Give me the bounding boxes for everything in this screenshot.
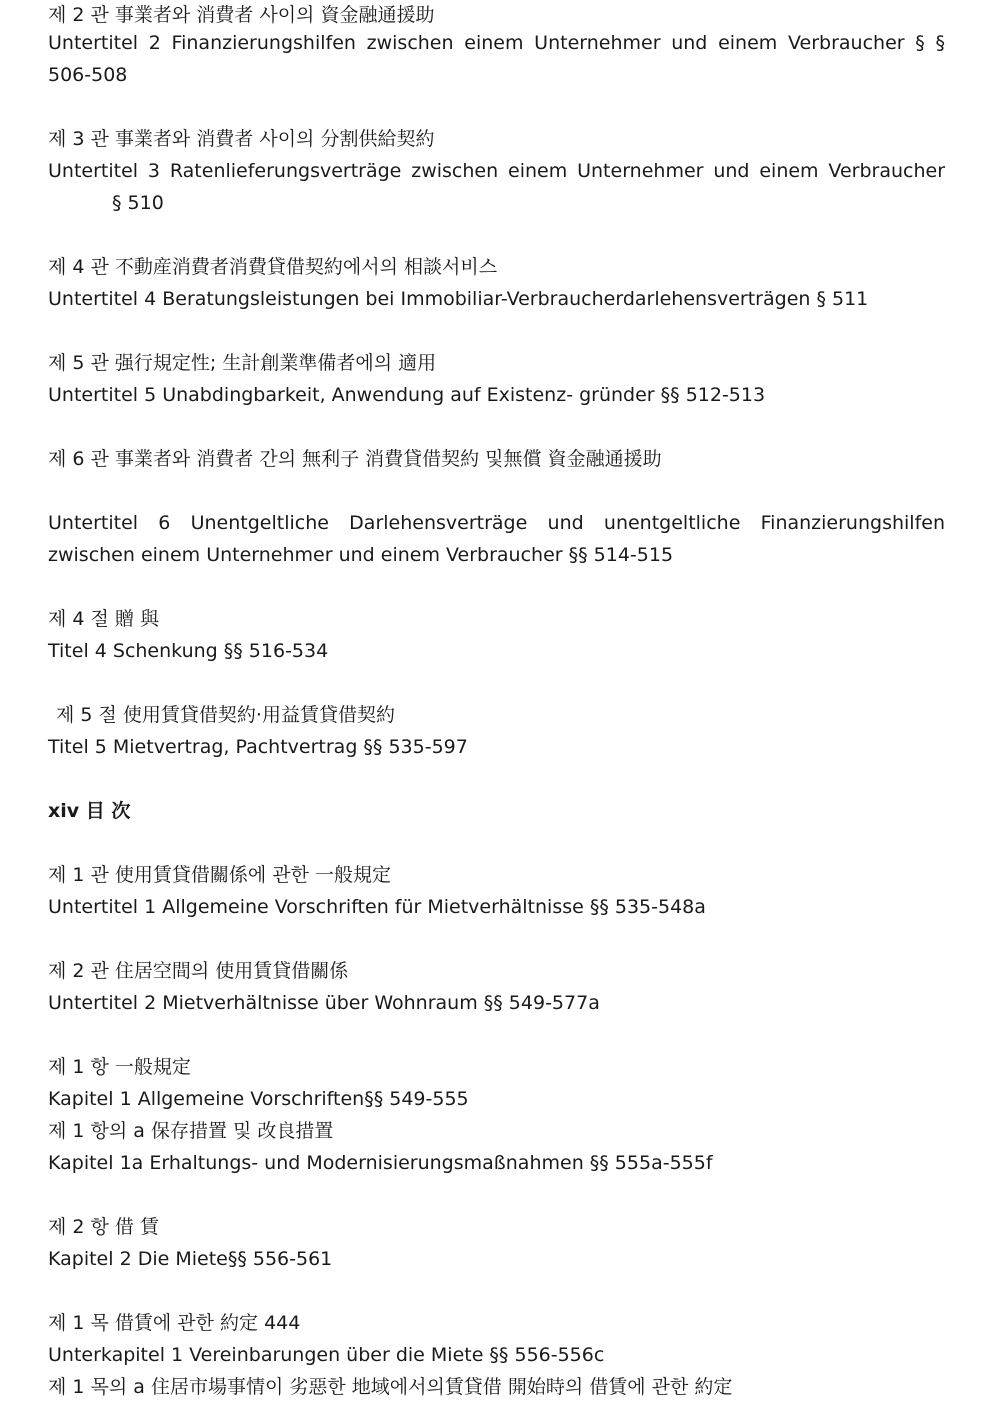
page-running-header: xiv 目 次 [48, 800, 131, 822]
section-range-506-508: 506-508 [48, 64, 128, 86]
heading-subtitle-6-german-line1: Untertitel 6 Unentgeltliche Darlehensverträge und unentgeltliche Finanzierungshilfen [48, 512, 945, 534]
heading-chapter-2-korean: 제 2 항 借 賃 [48, 1216, 159, 1238]
heading-subtitle-3-korean: 제 3 관 事業者와 消費者 사이의 分割供給契約 [48, 128, 435, 150]
heading-subchapter-1a-korean: 제 1 목의 a 住居市場事情이 劣惡한 地域에서의賃貸借 開始時의 借賃에 관한 約定 [48, 1376, 733, 1398]
heading-subtitle-5-german: Untertitel 5 Unabdingbarkeit, Anwendung auf Existenz- gründer §§ 512-513 [48, 384, 766, 406]
heading-subtitle-2b-korean: 제 2 관 住居空間의 使用賃貸借關係 [48, 960, 349, 982]
heading-subtitle-3-german: Untertitel 3 Ratenlieferungsverträge zwischen einem Unternehmer und einem Verbraucher [48, 160, 945, 182]
heading-chapter-1a-korean: 제 1 항의 a 保存措置 및 改良措置 [48, 1120, 334, 1142]
heading-title-5-german: Titel 5 Mietvertrag, Pachtvertrag §§ 535-597 [48, 736, 468, 758]
heading-subtitle-2-german: Untertitel 2 Finanzierungshilfen zwischen einem Unternehmer und einem Verbraucher § § [48, 32, 945, 54]
heading-subtitle-1-german: Untertitel 1 Allgemeine Vorschriften für Mietverhältnisse §§ 535-548a [48, 896, 706, 918]
heading-subchapter-1-german: Unterkapitel 1 Vereinbarungen über die Miete §§ 556-556c [48, 1344, 605, 1366]
heading-subtitle-4-german: Untertitel 4 Beratungsleistungen bei Immobiliar-Verbraucherdarlehensverträgen § 511 [48, 288, 869, 310]
heading-subchapter-1-korean: 제 1 목 借賃에 관한 約定 444 [48, 1312, 301, 1334]
heading-chapter-1a-german: Kapitel 1a Erhaltungs- und Modernisierungsmaßnahmen §§ 555a-555f [48, 1152, 713, 1174]
heading-subtitle-2-korean: 제 2 관 事業者와 消費者 사이의 資金融通援助 [48, 4, 435, 26]
heading-subtitle-2b-german: Untertitel 2 Mietverhältnisse über Wohnraum §§ 549-577a [48, 992, 600, 1014]
heading-title-4-german: Titel 4 Schenkung §§ 516-534 [48, 640, 329, 662]
heading-title-5-korean: 제 5 절 使用賃貸借契約·用益賃貸借契約 [56, 704, 395, 726]
heading-chapter-2-german: Kapitel 2 Die Miete§§ 556-561 [48, 1248, 333, 1270]
heading-subtitle-6-korean: 제 6 관 事業者와 消費者 간의 無利子 消費貸借契約 및無償 資金融通援助 [48, 448, 662, 470]
heading-chapter-1-german: Kapitel 1 Allgemeine Vorschriften§§ 549-555 [48, 1088, 469, 1110]
heading-subtitle-6-german-line2: zwischen einem Unternehmer und einem Verbraucher §§ 514-515 [48, 544, 674, 566]
heading-chapter-1-korean: 제 1 항 一般規定 [48, 1056, 191, 1078]
heading-title-4-korean: 제 4 절 贈 與 [48, 608, 159, 630]
heading-subtitle-1-korean: 제 1 관 使用賃貸借關係에 관한 一般規定 [48, 864, 392, 886]
heading-subtitle-4-korean: 제 4 관 不動産消費者消費貸借契約에서의 相談서비스 [48, 256, 498, 278]
section-range-510: § 510 [112, 192, 164, 214]
heading-subtitle-5-korean: 제 5 관 强行規定性; 生計創業準備者에의 適用 [48, 352, 437, 374]
